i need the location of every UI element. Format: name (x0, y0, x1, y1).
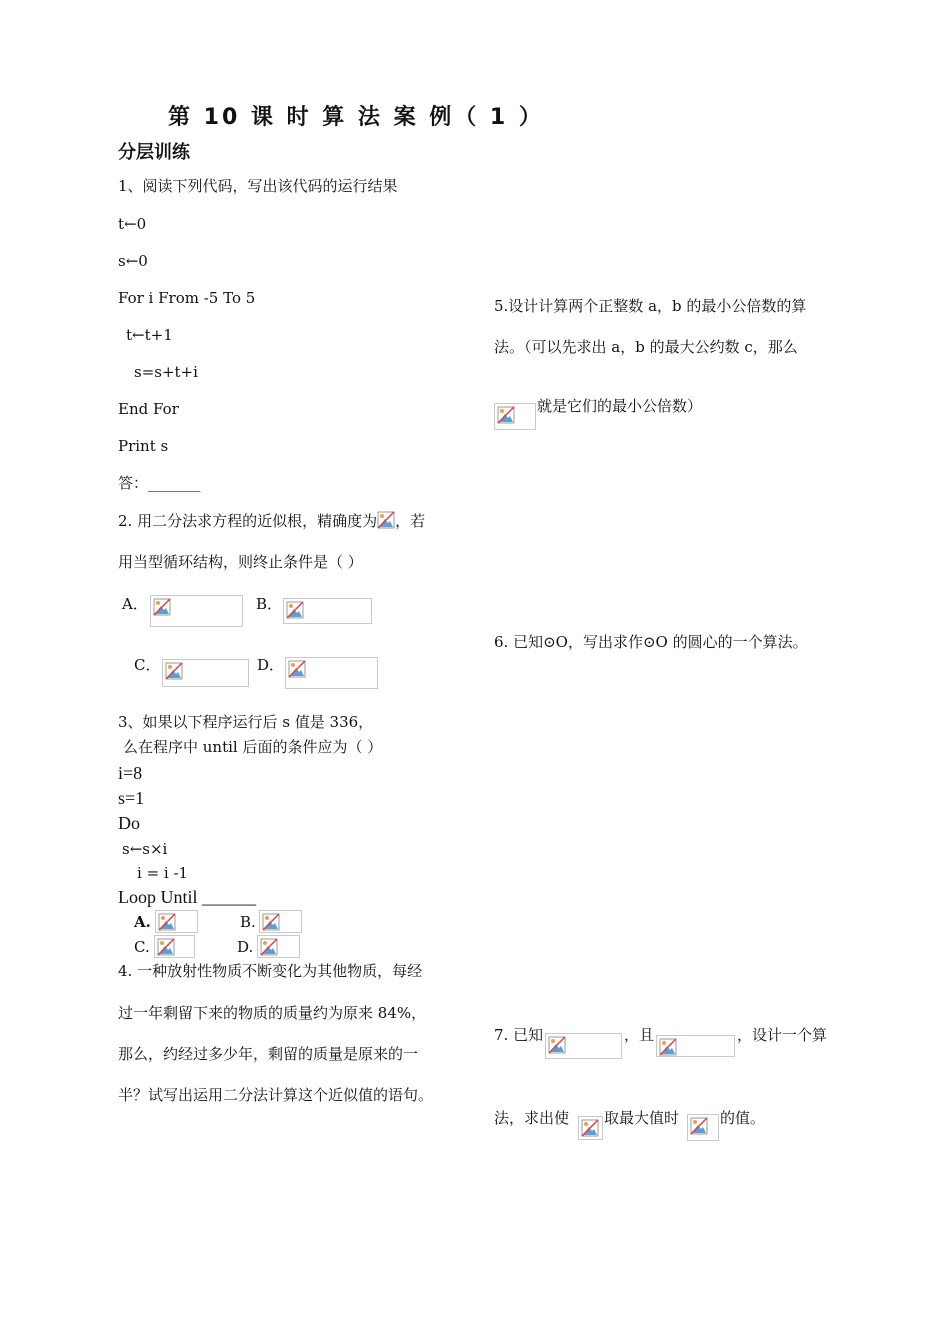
q2-line2: 用当型循环结构，则终止条件是（ ） (118, 553, 363, 571)
q3-code-line: s←s×i (122, 840, 168, 858)
q1-text: 1、阅读下列代码，写出该代码的运行结果 (118, 177, 398, 195)
image-placeholder-icon (286, 601, 304, 619)
q7-line1-a: 7. 已知 (494, 1026, 544, 1044)
section-subtitle: 分层训练 (118, 142, 190, 163)
q3-option-a-label: A. (134, 913, 151, 931)
q3-code-line: i = i -1 (137, 864, 189, 882)
q2-line1 (118, 511, 425, 531)
q3-code-line: i=8 (118, 763, 143, 783)
q4-line: 那么，约经过多少年，剩留的质量是原来的一 (118, 1045, 419, 1063)
image-placeholder-icon (659, 1038, 677, 1056)
q7-line1-c: ，设计一个算 (737, 1026, 828, 1044)
image-placeholder-icon (690, 1117, 708, 1135)
q1-code-line: s=s+t+i (134, 363, 198, 381)
q7-line2-b: 取最大值时 (604, 1109, 680, 1127)
q3-line2: 么在程序中 until 后面的条件应为（ ） (123, 738, 383, 756)
q2-option-c-image (162, 659, 249, 687)
q7-variable-image (687, 1114, 719, 1141)
q1-code-line: t←0 (118, 215, 147, 233)
image-placeholder-icon (581, 1119, 599, 1137)
q2-option-b-image (283, 598, 372, 624)
image-placeholder-icon (157, 938, 175, 956)
q1-code-line: End For (118, 400, 179, 418)
q7-line2-c: 的值。 (720, 1109, 766, 1127)
q3-option-b-label: B. (240, 913, 256, 931)
q4-line: 过一年剩留下来的物质的质量约为原来 84%， (118, 1004, 427, 1022)
q1-code-line: t←t+1 (126, 326, 173, 344)
q3-option-c-label: C. (134, 938, 150, 956)
q1-answer: 答：_______ (118, 474, 201, 492)
q7-condition-image-1 (545, 1033, 622, 1059)
q2-option-b-label: B． (256, 595, 283, 613)
q2-option-c-label: C． (134, 656, 161, 674)
q5-formula-image (494, 403, 536, 430)
q1-code-line: s←0 (118, 252, 148, 270)
q2-line1-a: 2. 用二分法求方程的近似根，精确度为 (118, 512, 378, 530)
q5-line2: 法。（可以先求出 a，b 的最大公约数 c，那么 (494, 338, 798, 356)
image-placeholder-icon (153, 598, 171, 616)
image-placeholder-icon (377, 511, 395, 529)
q7-line2-a: 法，求出使 (494, 1109, 570, 1127)
page-title: 第 10 课 时 算 法 案 例（ 1 ） (168, 105, 544, 130)
image-placeholder-icon (262, 913, 280, 931)
q2-option-d-label: D． (257, 656, 285, 674)
q3-option-b-image (259, 910, 302, 933)
q2-option-a-image (150, 595, 243, 627)
q1-code-line: For i From -5 To 5 (118, 289, 256, 307)
q1-code-line: Print s (118, 437, 169, 455)
q3-code-line: Do (118, 813, 140, 833)
q3-option-d-image (257, 935, 300, 958)
q3-option-d-label: D. (237, 938, 254, 956)
image-placeholder-icon (288, 660, 306, 678)
image-placeholder-icon (497, 406, 515, 424)
q2-option-a-label: A． (122, 595, 148, 613)
q2-option-d-image (285, 657, 378, 689)
q7-line1-b: ，且 (624, 1026, 655, 1044)
q3-code-line: s=1 (118, 788, 145, 808)
q7-condition-image-2 (656, 1035, 735, 1057)
q5-line3: 就是它们的最小公倍数） (537, 397, 703, 415)
q3-code-line: Loop Until ______ (118, 887, 256, 907)
q3-line1: 3、如果以下程序运行后 s 值是 336， (118, 713, 374, 731)
q3-option-a-image (155, 910, 198, 933)
q4-line: 4. 一种放射性物质不断变化为其他物质，每经 (118, 962, 423, 980)
image-placeholder-icon (165, 662, 183, 680)
q7-expression-image (578, 1116, 603, 1140)
image-placeholder-icon (260, 938, 278, 956)
q5-line1: 5.设计计算两个正整数 a，b 的最小公倍数的算 (494, 297, 807, 315)
q4-line: 半？试写出运用二分法计算这个近似值的语句。 (118, 1086, 434, 1104)
q3-option-c-image (154, 935, 195, 958)
image-placeholder-icon (548, 1036, 566, 1054)
q2-line1-b: ，若 (395, 512, 426, 530)
q6-line1: 6. 已知⊙O，写出求作⊙O 的圆心的一个算法。 (494, 633, 808, 651)
image-placeholder-icon (158, 913, 176, 931)
